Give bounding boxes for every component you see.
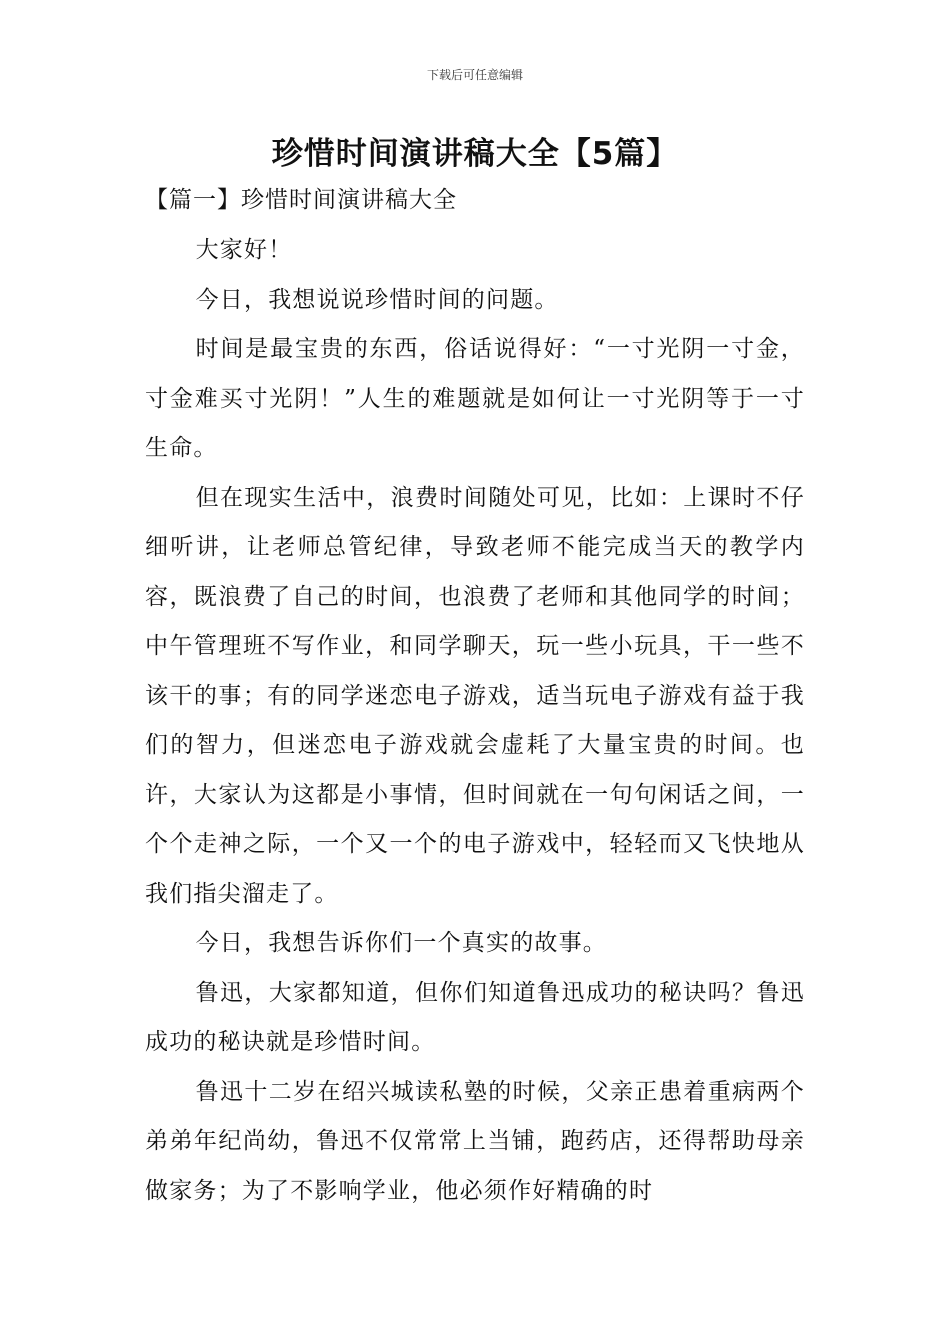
section-heading: 【篇一】珍惜时间演讲稿大全	[145, 187, 457, 213]
paragraph: 鲁迅，大家都知道，但你们知道鲁迅成功的秘诀吗？鲁迅成功的秘诀就是珍惜时间。	[145, 979, 805, 1055]
document-title: 珍惜时间演讲稿大全【5篇】	[271, 136, 679, 172]
paragraph: 但在现实生活中，浪费时间随处可见，比如：上课时不仔细听讲，让老师总管纪律，导致老师不能完成当天的教学内容，既浪费了自己的时间，也浪费了老师和其他同学的时间；中午管理班不写作业，和同学聊天，玩一些小玩具，干一些不该干的事；有的同学迷恋电子游戏，适当玩电子游戏有益于我们的智力，但迷恋电子游戏就会虚耗了大量宝贵的时间。也许，大家认为这都是小事情，但时间就在一句句闲话之间，一个个走神之际，一个又一个的电子游戏中，轻轻而又飞快地从我们指尖溜走了。	[145, 484, 805, 907]
paragraph: 今日，我想告诉你们一个真实的故事。	[195, 930, 607, 956]
paragraph: 鲁迅十二岁在绍兴城读私塾的时候，父亲正患着重病两个弟弟年纪尚幼，鲁迅不仅常常上当铺，跑药店，还得帮助母亲做家务；为了不影响学业，他必须作好精确的时	[145, 1078, 805, 1204]
header-note: 下载后可任意编辑	[426, 68, 523, 82]
paragraph: 大家好！	[195, 237, 293, 263]
document-body	[145, 226, 805, 1216]
paragraph: 时间是最宝贵的东西，俗话说得好：“一寸光阴一寸金，寸金难买寸光阴！”人生的难题就是如何让一寸光阴等于一寸生命。	[145, 336, 805, 461]
paragraph: 今日，我想说说珍惜时间的问题。	[195, 286, 559, 313]
